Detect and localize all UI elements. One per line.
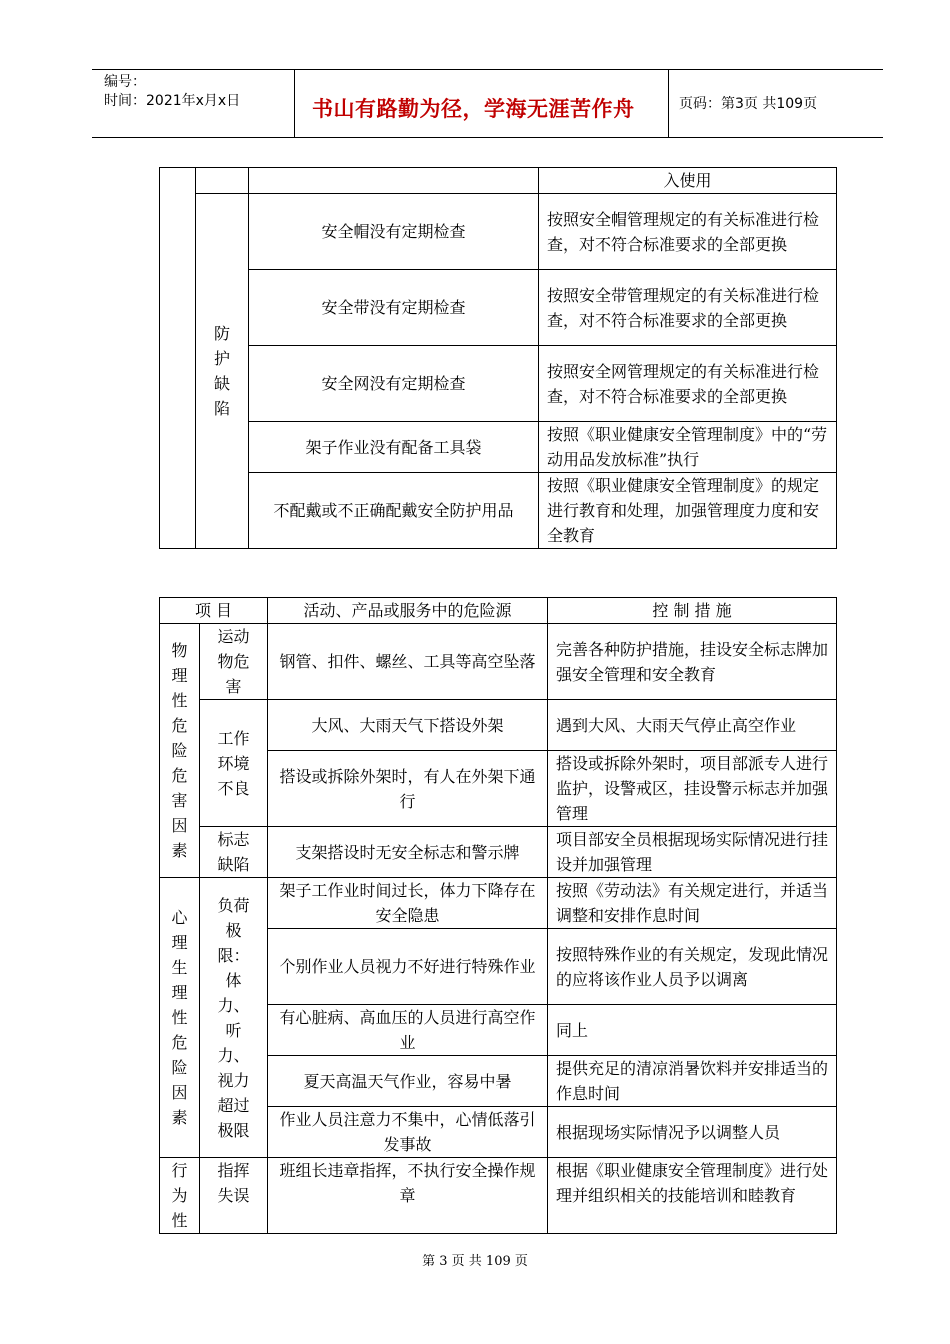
subcategory-cell <box>200 827 268 878</box>
subcategory-label: 负荷极限：体力、听力、视力超过极限 <box>217 895 250 1140</box>
table-row <box>160 1158 837 1234</box>
category-label: 物理性危险危害因素 <box>171 641 188 860</box>
measure-cell: 提供充足的清凉消暑饮料并安排适当的作息时间 <box>548 1056 837 1107</box>
table-row <box>160 346 837 422</box>
table-row <box>160 700 837 751</box>
header-measure: 控 制 措 施 <box>548 598 837 624</box>
time-label: 时间：2021年x月x日 <box>104 93 241 109</box>
table-row <box>160 422 837 473</box>
hazard-cell: 搭设或拆除外架时，有人在外架下通行 <box>268 751 548 827</box>
measure-cell: 按照安全网管理规定的有关标准进行检查，对不符合标准要求的全部更换 <box>539 346 837 422</box>
measure-cell: 完善各种防护措施，挂设安全标志牌加强安全管理和安全教育 <box>548 624 837 700</box>
subcategory-cell <box>200 1158 268 1234</box>
header-divider <box>668 69 669 137</box>
measure-cell: 搭设或拆除外架时，项目部派专人进行监护，设警戒区，挂设警示标志并加强管理 <box>548 751 837 827</box>
table-row <box>160 194 837 270</box>
group-label: 防护缺陷 <box>214 324 231 418</box>
subcategory-cell <box>200 700 268 827</box>
header-divider <box>294 69 295 137</box>
code-label: 编号： <box>104 74 146 90</box>
header-item: 项 目 <box>160 598 268 624</box>
hazard-cell: 安全带没有定期检查 <box>249 270 539 346</box>
hazard-cell: 有心脏病、高血压的人员进行高空作业 <box>268 1005 548 1056</box>
category-label: 行为性 <box>171 1161 188 1230</box>
measure-cell: 同上 <box>548 1005 837 1056</box>
cell <box>196 168 249 194</box>
header-top-rule <box>92 69 883 70</box>
hazard-cell: 钢管、扣件、螺丝、工具等高空坠落 <box>268 624 548 700</box>
measure-cell: 按照《职业健康安全管理制度》中的“劳动用品发放标准”执行 <box>539 422 837 473</box>
measure-cell: 按照《职业健康安全管理制度》的规定进行教育和处理，加强管理度力度和安全教育 <box>539 473 837 549</box>
table-row <box>160 270 837 346</box>
measure-cell: 按照安全带管理规定的有关标准进行检查，对不符合标准要求的全部更换 <box>539 270 837 346</box>
hazard-cell: 架子作业没有配备工具袋 <box>249 422 539 473</box>
cell <box>249 168 539 194</box>
table-row <box>160 827 837 878</box>
measure-cell: 项目部安全员根据现场实际情况进行挂设并加强管理 <box>548 827 837 878</box>
motto: 书山有路勤为径，学海无涯苦作舟 <box>312 96 635 121</box>
hazard-cell: 班组长违章指挥，不执行安全操作规章 <box>268 1158 548 1234</box>
group-cell <box>196 194 249 549</box>
subcategory-label: 运动物危害 <box>217 627 250 696</box>
category-cell <box>160 624 200 878</box>
hazard-cell: 作业人员注意力不集中，心情低落引发事故 <box>268 1107 548 1158</box>
header-bottom-rule <box>92 137 883 138</box>
table-row <box>160 878 837 929</box>
page-footer: 第 3 页 共 109 页 <box>422 1254 528 1269</box>
hazard-cell: 架子工作业时间过长，体力下降存在安全隐患 <box>268 878 548 929</box>
hazard-cell: 夏天高温天气作业，容易中暑 <box>268 1056 548 1107</box>
subcategory-label: 指挥失误 <box>217 1161 250 1205</box>
subcategory-label: 标志缺陷 <box>217 830 250 874</box>
subcategory-label: 工作环境不良 <box>217 728 250 798</box>
page-label: 页码：第3页 共109页 <box>679 96 818 112</box>
measure-cell: 按照安全帽管理规定的有关标准进行检查，对不符合标准要求的全部更换 <box>539 194 837 270</box>
table-row <box>160 473 837 549</box>
header-hazard: 活动、产品或服务中的危险源 <box>268 598 548 624</box>
table-row <box>160 624 837 700</box>
hazard-cell: 大风、大雨天气下搭设外架 <box>268 700 548 751</box>
measure-cell: 按照《劳动法》有关规定进行，并适当调整和安排作息时间 <box>548 878 837 929</box>
table-row <box>160 168 837 194</box>
measure-cell: 入使用 <box>539 168 837 194</box>
table-header-row <box>160 598 837 624</box>
hazard-cell: 安全网没有定期检查 <box>249 346 539 422</box>
subcategory-cell <box>200 624 268 700</box>
category-label: 心理生理性危险因素 <box>171 908 188 1127</box>
subcategory-cell <box>200 878 268 1158</box>
measure-cell: 按照特殊作业的有关规定，发现此情况的应将该作业人员予以调离 <box>548 929 837 1005</box>
hazard-cell: 支架搭设时无安全标志和警示牌 <box>268 827 548 878</box>
measure-cell: 遇到大风、大雨天气停止高空作业 <box>548 700 837 751</box>
cell <box>160 168 196 549</box>
hazard-table-1 <box>159 167 837 549</box>
category-cell <box>160 1158 200 1234</box>
category-cell <box>160 878 200 1158</box>
hazard-cell: 不配戴或不正确配戴安全防护用品 <box>249 473 539 549</box>
measure-cell: 根据《职业健康安全管理制度》进行处理并组织相关的技能培训和睦教育 <box>548 1158 837 1234</box>
hazard-cell: 个别作业人员视力不好进行特殊作业 <box>268 929 548 1005</box>
hazard-cell: 安全帽没有定期检查 <box>249 194 539 270</box>
hazard-table-2 <box>159 597 837 1234</box>
measure-cell: 根据现场实际情况予以调整人员 <box>548 1107 837 1158</box>
